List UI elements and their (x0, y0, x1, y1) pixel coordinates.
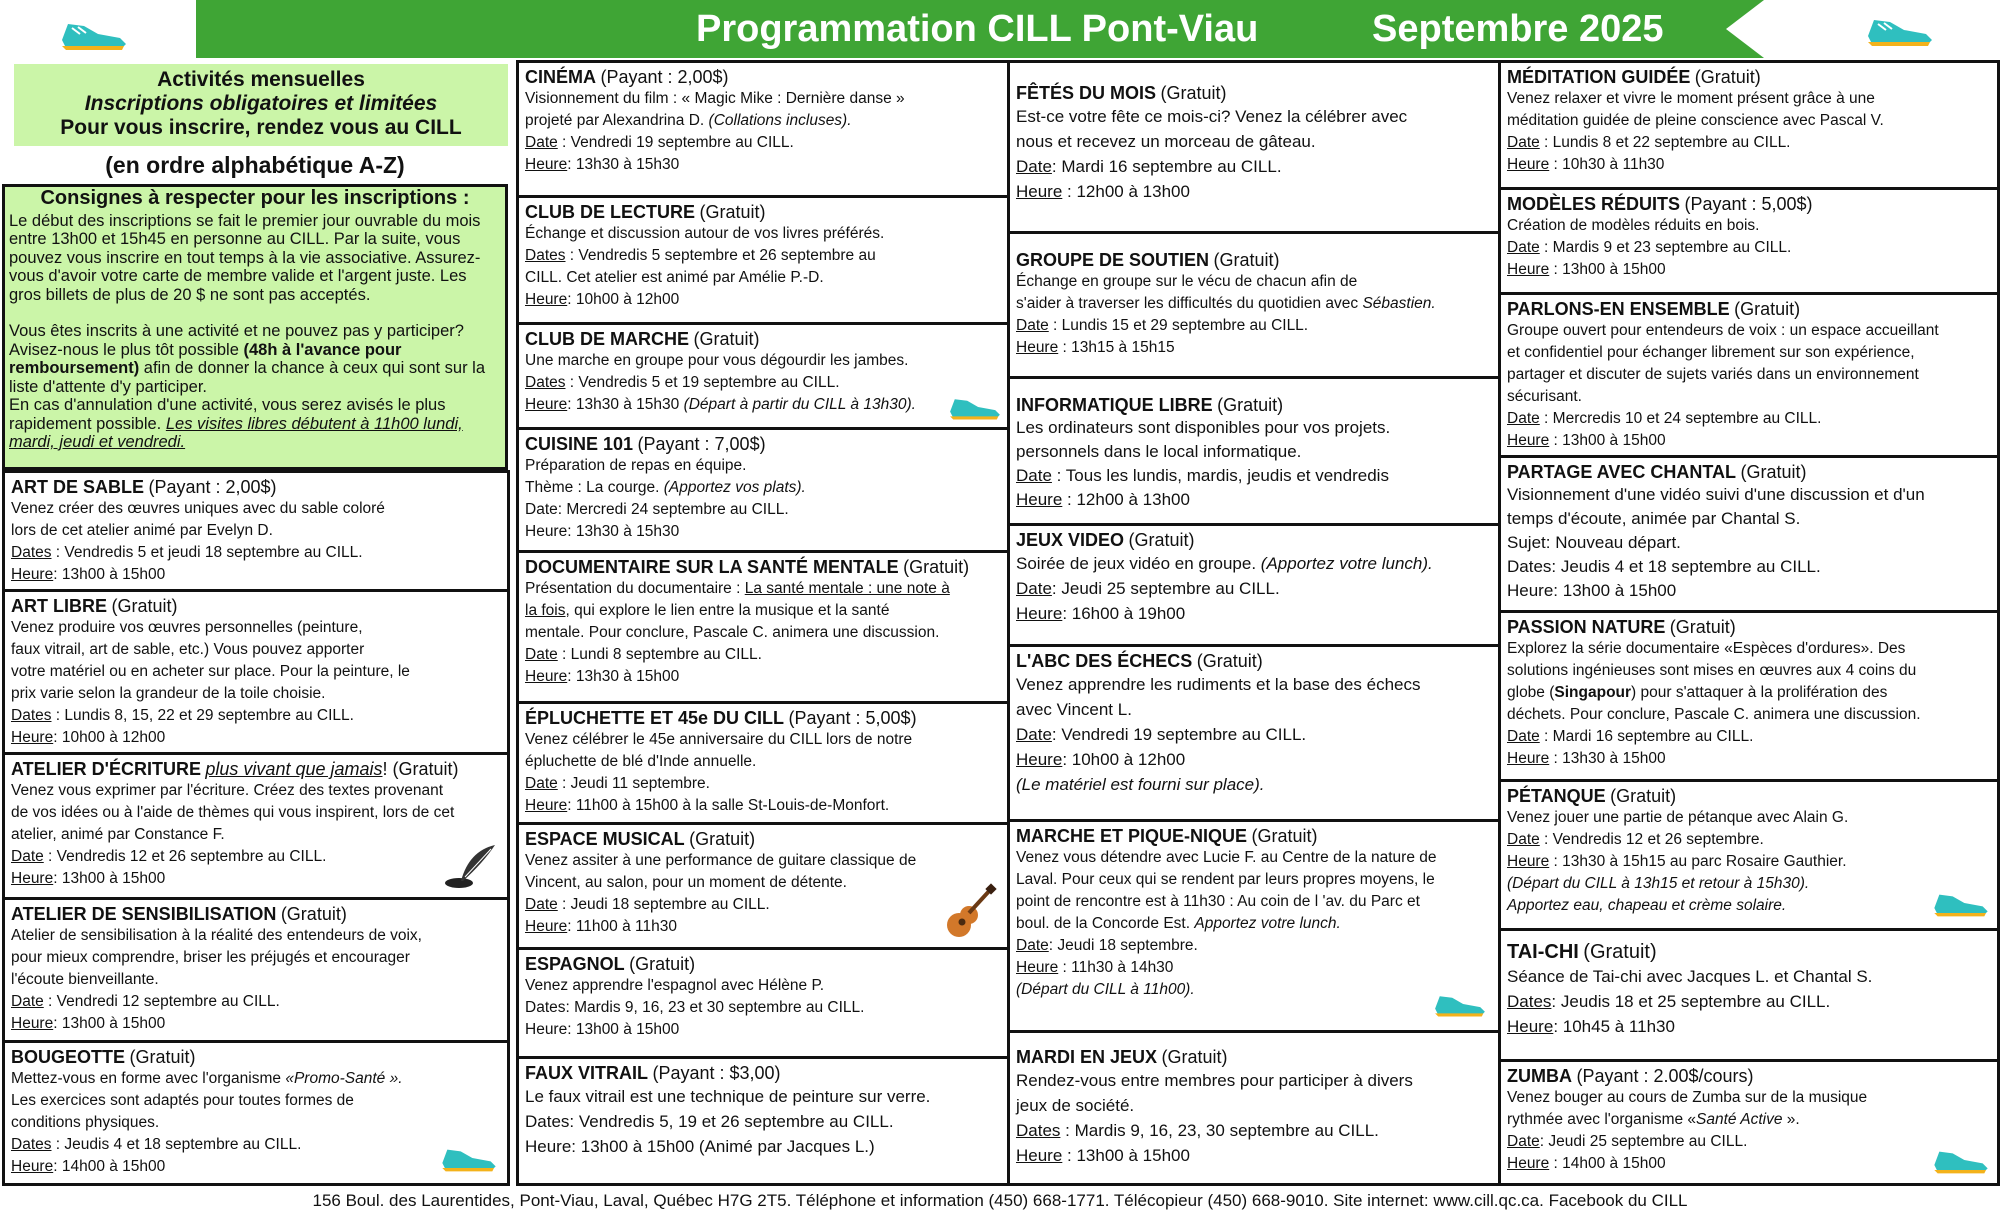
page-month: Septembre 2025 (1372, 8, 1664, 50)
activity-faux-vitrail: FAUX VITRAIL (Payant : $3,00) Le faux vitrail est une technique de peinture sur verre. Dates: Vendredis 5, 19 et 26 septembre au CILL. Heure: 13h00 à 15h00 (Animé par Jacques L.) (516, 1056, 1010, 1186)
shoe-icon (58, 14, 130, 54)
quill-pen-icon (439, 841, 499, 891)
activity-club-marche: CLUB DE MARCHE (Gratuit) Une marche en groupe pour vous dégourdir les jambes. Dates : Vendredis 5 et 19 septembre au CILL. Heure: 13h30 à 15h30 (Départ à partir du CILL à 13h30). (516, 322, 1010, 430)
intro-line2: Inscriptions obligatoires et limitées (84, 92, 438, 115)
banner-arrow-notch (1726, 0, 1764, 58)
rules-p1: Le début des inscriptions se fait le premier jour ouvrable du mois entre 13h00 et 15h45 en personne au CILL. Par la suite, vous pouvez vous inscrire en tout temps à la vie associative. Assurez-vous d'avoir votre carte de membre valide et l'argent juste. Les gros billets de plus de 20 $ ne sont pas acceptés. (9, 211, 481, 304)
shoe-icon (1931, 1143, 1991, 1177)
activity-epluchette: ÉPLUCHETTE ET 45e DU CILL (Payant : 5,00$) Venez célébrer le 45e anniversaire du CILL lors de notre épluchette de blé d'Inde annuelle. Date : Jeudi 11 septembre. Heure: 11h00 à 15h00 à la salle St-Louis-de-Monfort. (516, 701, 1010, 825)
activity-cinema: CINÉMA (Payant : 2,00$) Visionnement du film : « Magic Mike : Dernière danse » projeté par Alexandrina D. (Collations incluses). Date : Vendredi 19 septembre au CILL. Heure: 13h30 à 15h30 (516, 60, 1010, 198)
activity-passion-nature: PASSION NATURE (Gratuit) Explorez la série documentaire «Espèces d'ordures». Des solutions ingénieuses sont mises en œuvres aux 4 coins du globe (Singapour) pour s'attaquer à la prolifération des déchets. Pour conclure, Pascale C. animera une discussion. Date : Mardi 16 septembre au CILL. Heure : 13h30 à 15h00 (1498, 610, 2000, 782)
intro-box (14, 64, 508, 146)
activity-art-sable: ART DE SABLE (Payant : 2,00$) Venez créer des œuvres uniques avec du sable coloré lors de cet atelier animé par Evelyn D. Dates : Vendredis 5 et jeudi 18 septembre au CILL. Heure: 13h00 à 15h00 (2, 470, 510, 592)
activity-abc-echecs: L'ABC DES ÉCHECS (Gratuit) Venez apprendre les rudiments et la base des échecs avec Vincent L. Date: Vendredi 19 septembre au CILL. Heure: 10h00 à 12h00 (Le matériel est fourni sur place). (1007, 644, 1501, 822)
activity-club-lecture: CLUB DE LECTURE (Gratuit) Échange et discussion autour de vos livres préférés. Dates : Vendredis 5 septembre et 26 septembre au CILL. Cet atelier est animé par Amélie P.-D. Heure: 10h00 à 12h00 (516, 195, 1010, 325)
alpha-order: (en ordre alphabétique A-Z) (105, 152, 405, 178)
activity-bougeotte: BOUGEOTTE (Gratuit) Mettez-vous en forme avec l'organisme «Promo-Santé ». Les exercices sont adaptés pour toutes formes de conditions physiques. Dates : Jeudis 4 et 18 septembre au CILL. Heure: 14h00 à 15h00 (2, 1040, 510, 1186)
activity-meditation: MÉDITATION GUIDÉE (Gratuit) Venez relaxer et vivre le moment présent grâce à une méditation guidée de pleine conscience avec Pascal V. Date : Lundis 8 et 22 septembre au CILL. Heure : 10h30 à 11h30 (1498, 60, 2000, 190)
header-banner (196, 0, 1726, 58)
shoe-icon (947, 391, 1003, 423)
rules-title: Consignes à respecter pour les inscriptions : (40, 187, 470, 209)
activity-atelier-sensibilisation: ATELIER DE SENSIBILISATION (Gratuit) Atelier de sensibilisation à la réalité des entendeurs de voix, pour mieux comprendre, briser les préjugés et encourager l'écoute bienveillante. Date : Vendredi 12 septembre au CILL. Heure: 13h00 à 15h00 (2, 897, 510, 1043)
shoe-icon (1931, 886, 1991, 920)
intro-line3: Pour vous inscrire, rendez vous au CILL (60, 116, 462, 139)
activity-jeux-video: JEUX VIDEO (Gratuit) Soirée de jeux vidéo en groupe. (Apportez votre lunch). Date: Jeudi 25 septembre au CILL. Heure: 16h00 à 19h00 (1007, 523, 1501, 647)
activity-espace-musical: ESPACE MUSICAL (Gratuit) Venez assiter à une performance de guitare classique de Vincent, au salon, pour un moment de détente. Date : Jeudi 18 septembre au CILL. Heure: 11h00 à 11h30 (516, 822, 1010, 950)
page-title: Programmation CILL Pont-Viau (696, 8, 1259, 50)
activity-tai-chi: TAI-CHI (Gratuit) Séance de Tai-chi avec Jacques L. et Chantal S. Dates: Jeudis 18 et 25 septembre au CILL. Heure: 10h45 à 11h30 (1498, 928, 2000, 1062)
activity-groupe-soutien: GROUPE DE SOUTIEN (Gratuit) Échange en groupe sur le vécu de chacun afin de s'aider à traverser les difficultés du quotidien avec Sébastien. Date : Lundis 15 et 29 septembre au CILL. Heure : 13h15 à 15h15 (1007, 231, 1501, 379)
shoe-icon (1432, 988, 1488, 1020)
activity-partage-chantal: PARTAGE AVEC CHANTAL (Gratuit) Visionnement d'une vidéo suivi d'une discussion et d'un temps d'écoute, animée par Chantal S. Sujet: Nouveau départ. Dates: Jeudis 4 et 18 septembre au CILL. Heure: 13h00 à 15h00 (1498, 455, 2000, 613)
activity-zumba: ZUMBA (Payant : 2.00$/cours) Venez bouger au cours de Zumba sur de la musique rythmée avec l'organisme «Santé Active ». Date: Jeudi 25 septembre au CILL. Heure : 14h00 à 15h00 (1498, 1059, 2000, 1186)
activity-mardi-en-jeux: MARDI EN JEUX (Gratuit) Rendez-vous entre membres pour participer à divers jeux de société. Dates : Mardis 9, 16, 23, 30 septembre au CILL. Heure : 13h00 à 15h00 (1007, 1030, 1501, 1186)
activity-documentaire: DOCUMENTAIRE SUR LA SANTÉ MENTALE (Gratuit) Présentation du documentaire : La santé mentale : une note à la fois, qui explore le lien entre la musique et la santé mentale. Pour conclure, Pascale C. animera une discussion. Date : Lundi 8 septembre au CILL. Heure: 13h30 à 15h00 (516, 550, 1010, 704)
activity-modeles-reduits: MODÈLES RÉDUITS (Payant : 5,00$) Création de modèles réduits en bois. Date : Mardis 9 et 23 septembre au CILL. Heure : 13h00 à 15h00 (1498, 187, 2000, 295)
activity-informatique-libre: INFORMATIQUE LIBRE (Gratuit) Les ordinateurs sont disponibles pour vos projets. personnels dans le local informatique. Date : Tous les lundis, mardis, jeudis et vendredis Heure : 12h00 à 13h00 (1007, 376, 1501, 526)
shoe-icon (439, 1141, 499, 1175)
shoe-icon (1864, 10, 1936, 50)
activity-parlons-en-ensemble: PARLONS-EN ENSEMBLE (Gratuit) Groupe ouvert pour entendeurs de voix : un espace accueillant et confidentiel pour échanger librement sur son expérience, partager et discuter de sujets variés dans un environnement sécurisant. Date : Mercredis 10 et 24 septembre au CILL. Heure : 13h00 à 15h00 (1498, 292, 2000, 458)
guitar-icon (943, 883, 997, 941)
activity-petanque: PÉTANQUE (Gratuit) Venez jouer une partie de pétanque avec Alain G. Date : Vendredis 12 et 26 septembre. Heure : 13h30 à 15h15 au parc Rosaire Gauthier. (Départ du CILL à 13h15 et retour à 15h30). Apportez eau, chapeau et crème solaire. (1498, 779, 2000, 931)
activity-atelier-ecriture: ATELIER D'ÉCRITURE plus vivant que jamais! (Gratuit) Venez vous exprimer par l'écriture. Créez des textes provenant de vos idées ou à l'aide de thèmes qui vous inspirent, lors de cet atelier, animé par Constance F. Date : Vendredis 12 et 26 septembre au CILL. Heure: 13h00 à 15h00 (2, 752, 510, 900)
rules-box (2, 184, 508, 470)
rules-p3: En cas d'annulation d'une activité, vous serez avisés le plus rapidement possible. Les visites libres débutent à 11h00 lundi, mardi, jeudi et vendredi. (9, 396, 463, 451)
activity-espagnol: ESPAGNOL (Gratuit) Venez apprendre l'espagnol avec Hélène P. Dates: Mardis 9, 16, 23 et 30 septembre au CILL. Heure: 13h00 à 15h00 (516, 947, 1010, 1059)
activity-marche-pique-nique: MARCHE ET PIQUE-NIQUE (Gratuit) Venez vous détendre avec Lucie F. au Centre de la nature de Laval. Pour ceux qui se rendent par leurs propres moyens, le point de rencontre est à 11h30 : Au coin de l 'av. du Parc et boul. de la Concorde Est. Apportez votre lunch. Date: Jeudi 18 septembre. Heure : 11h30 à 14h30 (Départ du CILL à 11h00). (1007, 819, 1501, 1033)
activity-art-libre: ART LIBRE (Gratuit) Venez produire vos œuvres personnelles (peinture, faux vitrail, art de sable, etc.) Vous pouvez apporter votre matériel ou en acheter sur place. Pour la peinture, le prix varie selon la grandeur de la toile choisie. Dates : Lundis 8, 15, 22 et 29 septembre au CILL. Heure: 10h00 à 12h00 (2, 589, 510, 755)
activity-fetes-du-mois: FÊTÉS DU MOIS (Gratuit) Est-ce votre fête ce mois-ci? Venez la célébrer avec nous et recevez un morceau de gâteau. Date: Mardi 16 septembre au CILL. Heure : 12h00 à 13h00 (1007, 60, 1501, 234)
rules-p2: Vous êtes inscrits à une activité et ne pouvez pas y participer? Avisez-nous le plus tôt possible (48h à l'avance pour remboursement) afin de donner la chance à ceux qui sont sur la liste d'attente d'y participer. (9, 322, 486, 396)
activity-cuisine: CUISINE 101 (Payant : 7,00$) Préparation de repas en équipe. Thème : La courge. (Apportez vos plats). Date: Mercredi 24 septembre au CILL. Heure: 13h30 à 15h30 (516, 427, 1010, 553)
footer-contact: 156 Boul. des Laurentides, Pont-Viau, Laval, Québec H7G 2T5. Téléphone et information (450) 668-1771. Télécopieur (450) 668-9010. Site internet: www.cill.qc.ca. Facebook du CILL (312, 1191, 1688, 1210)
intro-line1: Activités mensuelles (157, 68, 365, 91)
